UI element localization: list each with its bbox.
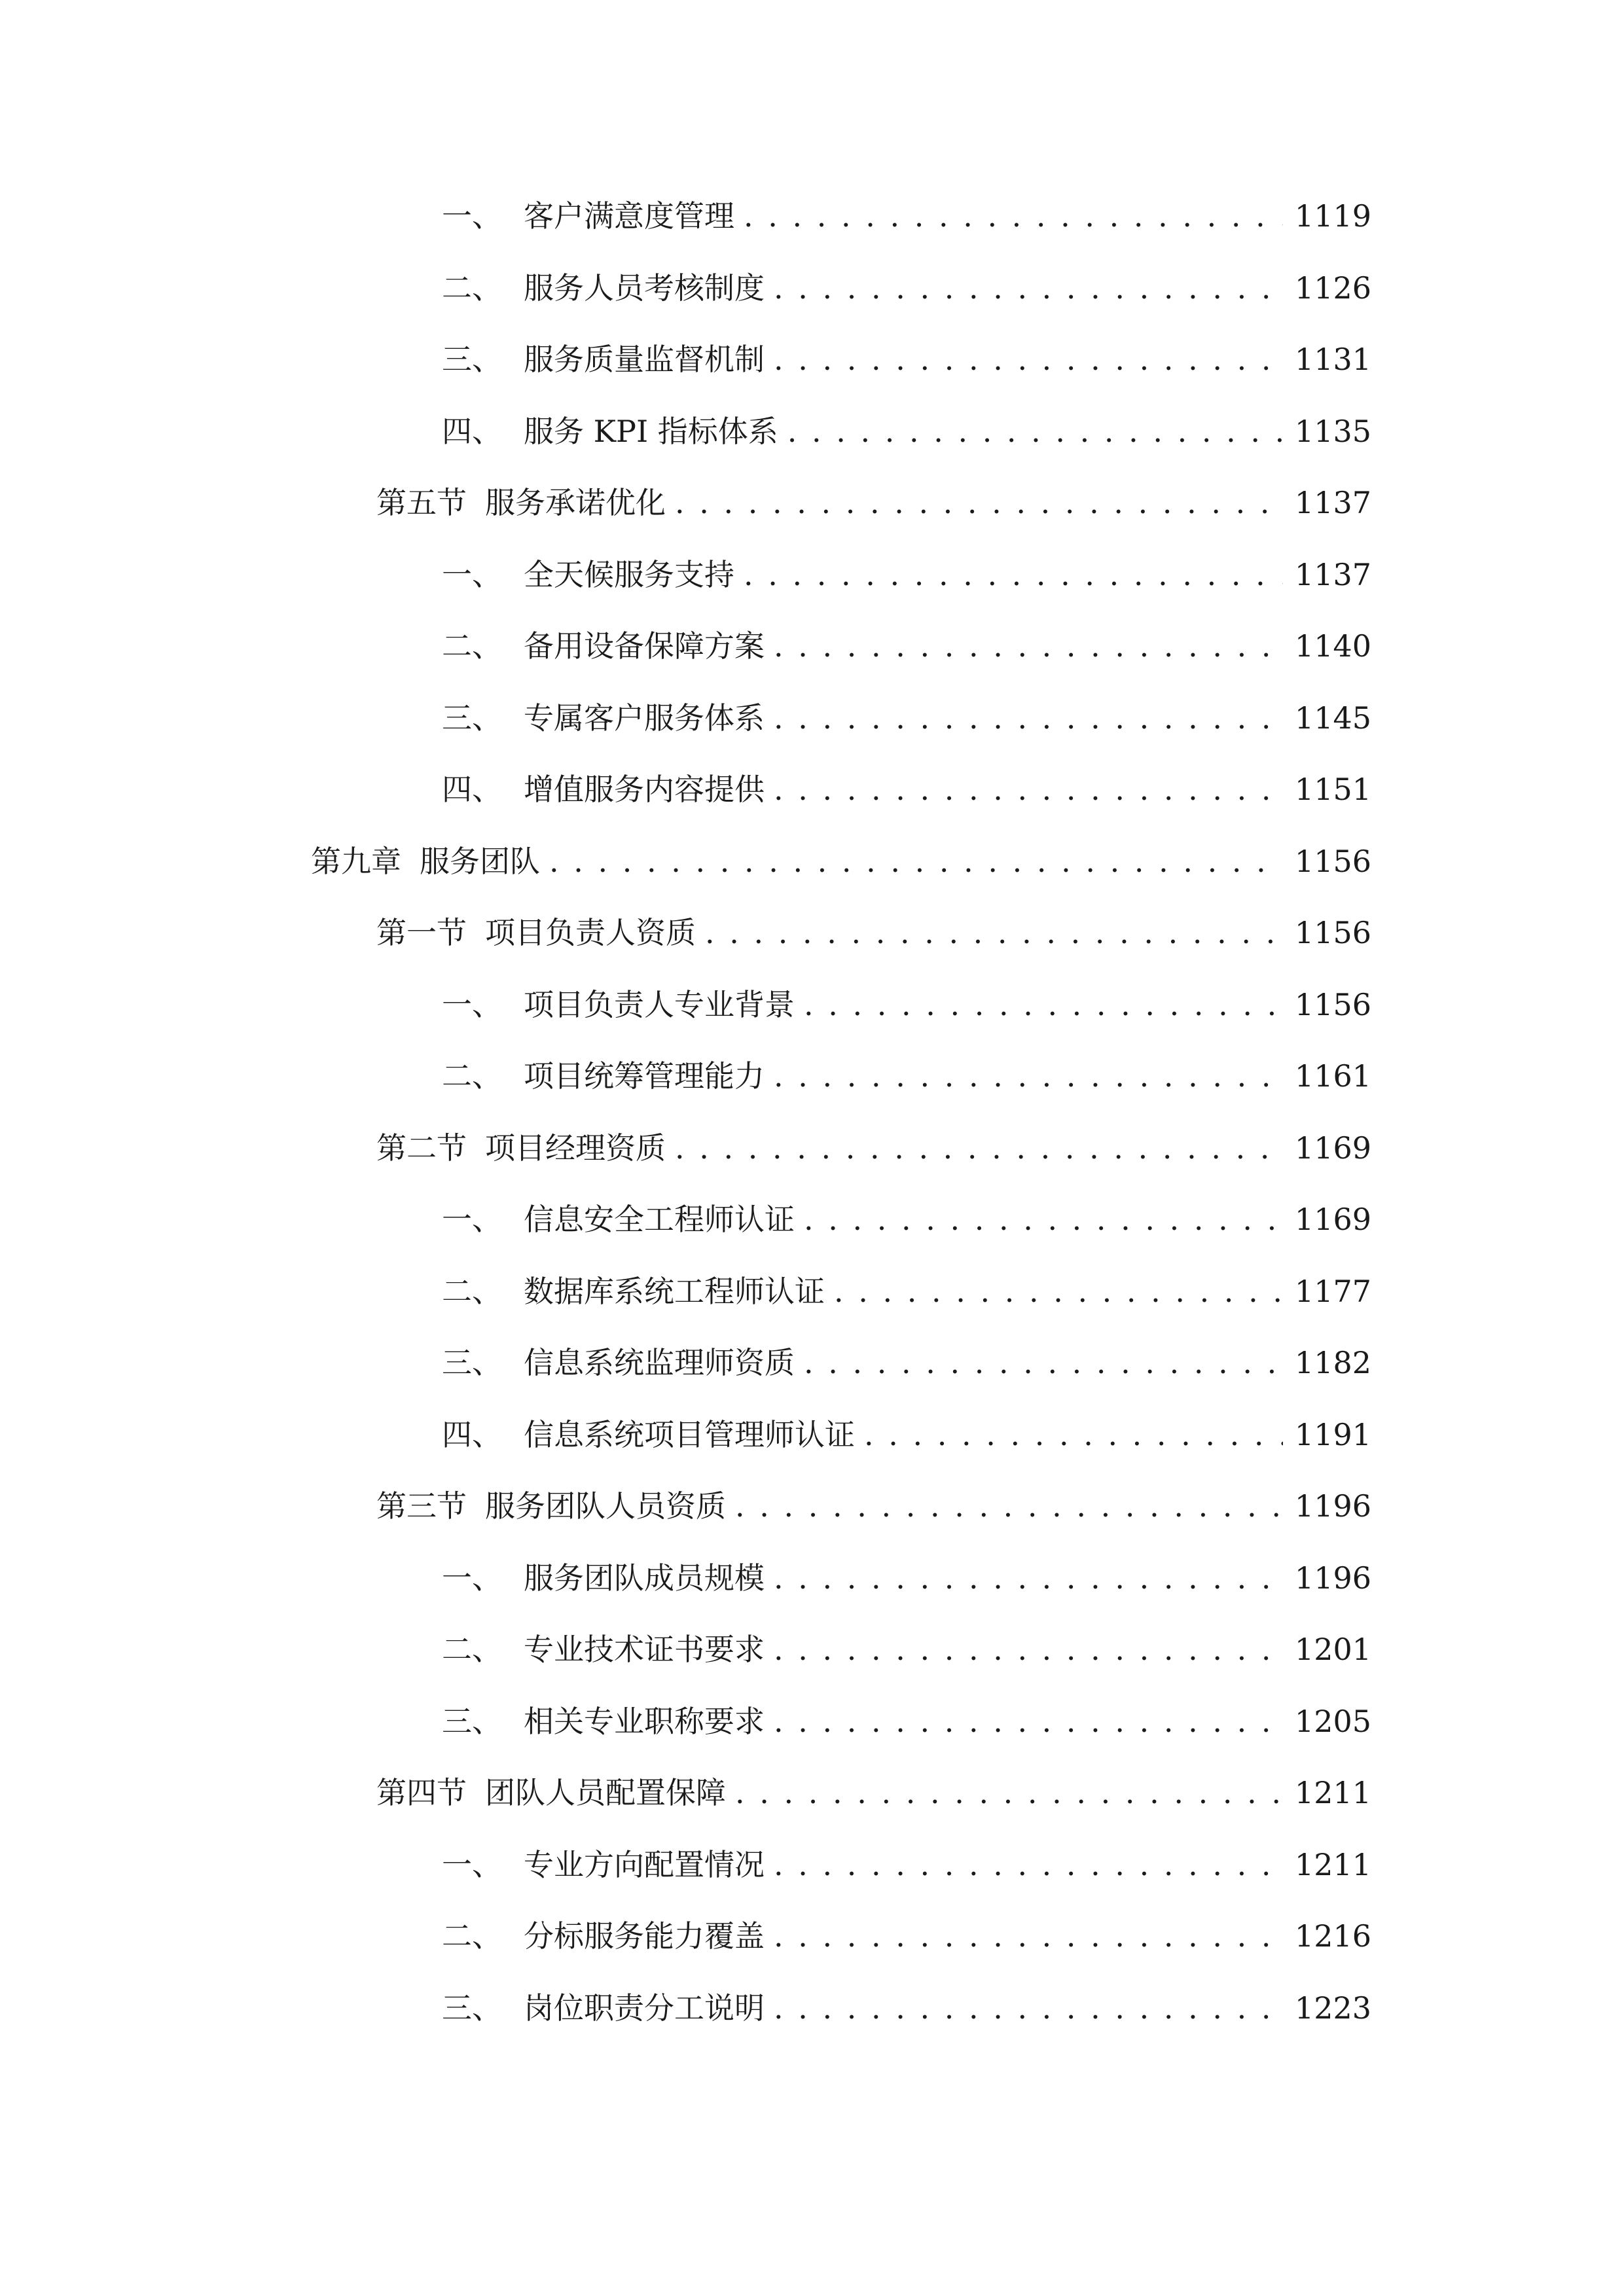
toc-entry[interactable] xyxy=(442,1050,1371,1102)
toc-entry-page: 1211 xyxy=(1294,1847,1371,1882)
toc-section-entry[interactable] xyxy=(376,1122,1371,1174)
toc-entry-title: 增值服务内容提供 xyxy=(524,772,765,807)
toc-entry-number: 第二节 xyxy=(376,1130,467,1166)
dot-leader xyxy=(774,1695,1283,1748)
toc-entry-page: 1140 xyxy=(1294,628,1371,664)
dot-leader xyxy=(774,620,1283,672)
toc-entry-number: 四、 xyxy=(442,414,502,449)
toc-entry-number: 一、 xyxy=(442,987,502,1022)
dot-leader xyxy=(774,1552,1283,1604)
toc-chapter-entry[interactable] xyxy=(311,835,1371,888)
toc-entry-page: 1196 xyxy=(1294,1488,1371,1524)
toc-entry-page: 1156 xyxy=(1294,987,1371,1022)
dot-leader xyxy=(774,1623,1283,1676)
dot-leader xyxy=(675,1122,1283,1174)
toc-entry-number: 三、 xyxy=(442,342,502,377)
toc-entry-title: 团队人员配置保障 xyxy=(485,1775,726,1810)
toc-entry-number: 一、 xyxy=(442,1202,502,1237)
dot-leader xyxy=(804,1193,1283,1246)
toc-entry-number: 二、 xyxy=(442,628,502,664)
toc-entry-title: 信息系统监理师资质 xyxy=(524,1345,795,1380)
toc-entry-title: 服务质量监督机制 xyxy=(524,342,765,377)
toc-entry[interactable] xyxy=(442,763,1371,816)
toc-entry-number: 四、 xyxy=(442,1417,502,1452)
dot-leader xyxy=(675,476,1283,529)
toc-entry[interactable] xyxy=(442,1336,1371,1389)
toc-section-entry[interactable] xyxy=(376,1767,1371,1819)
toc-entry-title: 服务承诺优化 xyxy=(485,485,666,520)
toc-entry-number: 四、 xyxy=(442,772,502,807)
toc-entry-page: 1145 xyxy=(1294,700,1371,736)
toc-entry-page: 1156 xyxy=(1294,915,1371,950)
toc-entry-number: 一、 xyxy=(442,1560,502,1596)
toc-entry-page: 1119 xyxy=(1294,198,1371,234)
toc-entry-number: 三、 xyxy=(442,1704,502,1739)
dot-leader xyxy=(774,692,1283,744)
toc-entry-title: 岗位职责分工说明 xyxy=(524,1990,765,2026)
toc-entry-page: 1151 xyxy=(1294,772,1371,807)
toc-entry-number: 第四节 xyxy=(376,1775,467,1810)
dot-leader xyxy=(774,262,1283,314)
toc-entry-title: 项目经理资质 xyxy=(485,1130,666,1166)
toc-entry-page: 1196 xyxy=(1294,1560,1371,1596)
dot-leader xyxy=(787,405,1283,457)
dot-leader xyxy=(804,1336,1283,1389)
toc-section-entry[interactable] xyxy=(376,476,1371,529)
toc-entry-number: 二、 xyxy=(442,1632,502,1667)
toc-entry-number: 二、 xyxy=(442,270,502,306)
toc-entry-title: 相关专业职称要求 xyxy=(524,1704,765,1739)
toc-entry-title: 备用设备保障方案 xyxy=(524,628,765,664)
toc-entry-number: 一、 xyxy=(442,1847,502,1882)
toc-entry-page: 1191 xyxy=(1294,1417,1371,1452)
toc-entry-page: 1169 xyxy=(1294,1130,1371,1166)
toc-entry-title: 客户满意度管理 xyxy=(524,198,734,234)
dot-leader xyxy=(735,1480,1283,1532)
toc-entry-page: 1137 xyxy=(1294,485,1371,520)
toc-entry-title: 服务人员考核制度 xyxy=(524,270,765,306)
toc-entry-number: 二、 xyxy=(442,1918,502,1954)
dot-leader xyxy=(735,1767,1283,1819)
toc-entry-title: 专属客户服务体系 xyxy=(524,700,765,736)
toc-entry-title: 分标服务能力覆盖 xyxy=(524,1918,765,1954)
toc-entry[interactable] xyxy=(442,333,1371,386)
toc-entry[interactable] xyxy=(442,1193,1371,1246)
toc-entry-page: 1169 xyxy=(1294,1202,1371,1237)
toc-entry[interactable] xyxy=(442,190,1371,242)
toc-entry-title: 服务团队人员资质 xyxy=(485,1488,726,1524)
toc-entry-number: 一、 xyxy=(442,557,502,592)
toc-entry[interactable] xyxy=(442,1982,1371,2034)
toc-entry-number: 三、 xyxy=(442,1990,502,2026)
toc-entry-page: 1211 xyxy=(1294,1775,1371,1810)
dot-leader xyxy=(864,1408,1283,1461)
toc-entry[interactable] xyxy=(442,1408,1371,1461)
toc-entry-title: 全天候服务支持 xyxy=(524,557,734,592)
toc-entry-number: 三、 xyxy=(442,700,502,736)
dot-leader xyxy=(549,835,1283,888)
toc-entry-title: 服务 KPI 指标体系 xyxy=(524,414,778,449)
toc-entry-page: 1135 xyxy=(1294,414,1371,449)
toc-entry[interactable] xyxy=(442,1695,1371,1748)
toc-entry-page: 1137 xyxy=(1294,557,1371,592)
toc-entry[interactable] xyxy=(442,1910,1371,1962)
toc-entry-page: 1131 xyxy=(1294,342,1371,377)
toc-entry[interactable] xyxy=(442,548,1371,601)
toc-entry[interactable] xyxy=(442,620,1371,672)
toc-entry-page: 1223 xyxy=(1294,1990,1371,2026)
dot-leader xyxy=(804,978,1283,1031)
dot-leader xyxy=(744,548,1283,601)
toc-entry-page: 1177 xyxy=(1294,1274,1371,1309)
toc-entry-number: 第五节 xyxy=(376,485,467,520)
toc-entry-number: 三、 xyxy=(442,1345,502,1380)
toc-entry-number: 二、 xyxy=(442,1058,502,1094)
toc-entry[interactable] xyxy=(442,692,1371,744)
toc-entry-title: 服务团队 xyxy=(420,844,540,879)
toc-entry-number: 第三节 xyxy=(376,1488,467,1524)
toc-entry-title: 专业技术证书要求 xyxy=(524,1632,765,1667)
dot-leader xyxy=(834,1265,1283,1318)
toc-section-entry[interactable] xyxy=(376,906,1371,959)
dot-leader xyxy=(774,333,1283,386)
dot-leader xyxy=(774,1982,1283,2034)
toc-entry[interactable] xyxy=(442,405,1371,457)
toc-entry-page: 1201 xyxy=(1294,1632,1371,1667)
dot-leader xyxy=(705,906,1283,959)
toc-entry-title: 数据库系统工程师认证 xyxy=(524,1274,825,1309)
toc-entry-number: 二、 xyxy=(442,1274,502,1309)
toc-entry-title: 项目统筹管理能力 xyxy=(524,1058,765,1094)
dot-leader xyxy=(774,1050,1283,1102)
toc-entry-page: 1216 xyxy=(1294,1918,1371,1954)
toc-section-entry[interactable] xyxy=(376,1480,1371,1532)
toc-entry-number: 第九章 xyxy=(311,844,401,879)
toc-entry[interactable] xyxy=(442,1623,1371,1676)
toc-entry-page: 1126 xyxy=(1294,270,1371,306)
toc-entry[interactable] xyxy=(442,1552,1371,1604)
toc-entry[interactable] xyxy=(442,1839,1371,1891)
dot-leader xyxy=(774,1839,1283,1891)
toc-entry-title: 专业方向配置情况 xyxy=(524,1847,765,1882)
dot-leader xyxy=(774,1910,1283,1962)
toc-entry-page: 1161 xyxy=(1294,1058,1371,1094)
toc-entry-page: 1182 xyxy=(1294,1345,1371,1380)
toc-entry-title: 项目负责人资质 xyxy=(485,915,696,950)
toc-entry[interactable] xyxy=(442,1265,1371,1318)
toc-entry-title: 项目负责人专业背景 xyxy=(524,987,795,1022)
dot-leader xyxy=(744,190,1283,242)
toc-entry-number: 一、 xyxy=(442,198,502,234)
toc-entry[interactable] xyxy=(442,262,1371,314)
toc-entry-number: 第一节 xyxy=(376,915,467,950)
toc-entry-title: 服务团队成员规模 xyxy=(524,1560,765,1596)
toc-entry[interactable] xyxy=(442,978,1371,1031)
toc-entry-title: 信息系统项目管理师认证 xyxy=(524,1417,855,1452)
toc-entry-page: 1205 xyxy=(1294,1704,1371,1739)
dot-leader xyxy=(774,763,1283,816)
toc-entry-page: 1156 xyxy=(1294,844,1371,879)
toc-entry-title: 信息安全工程师认证 xyxy=(524,1202,795,1237)
